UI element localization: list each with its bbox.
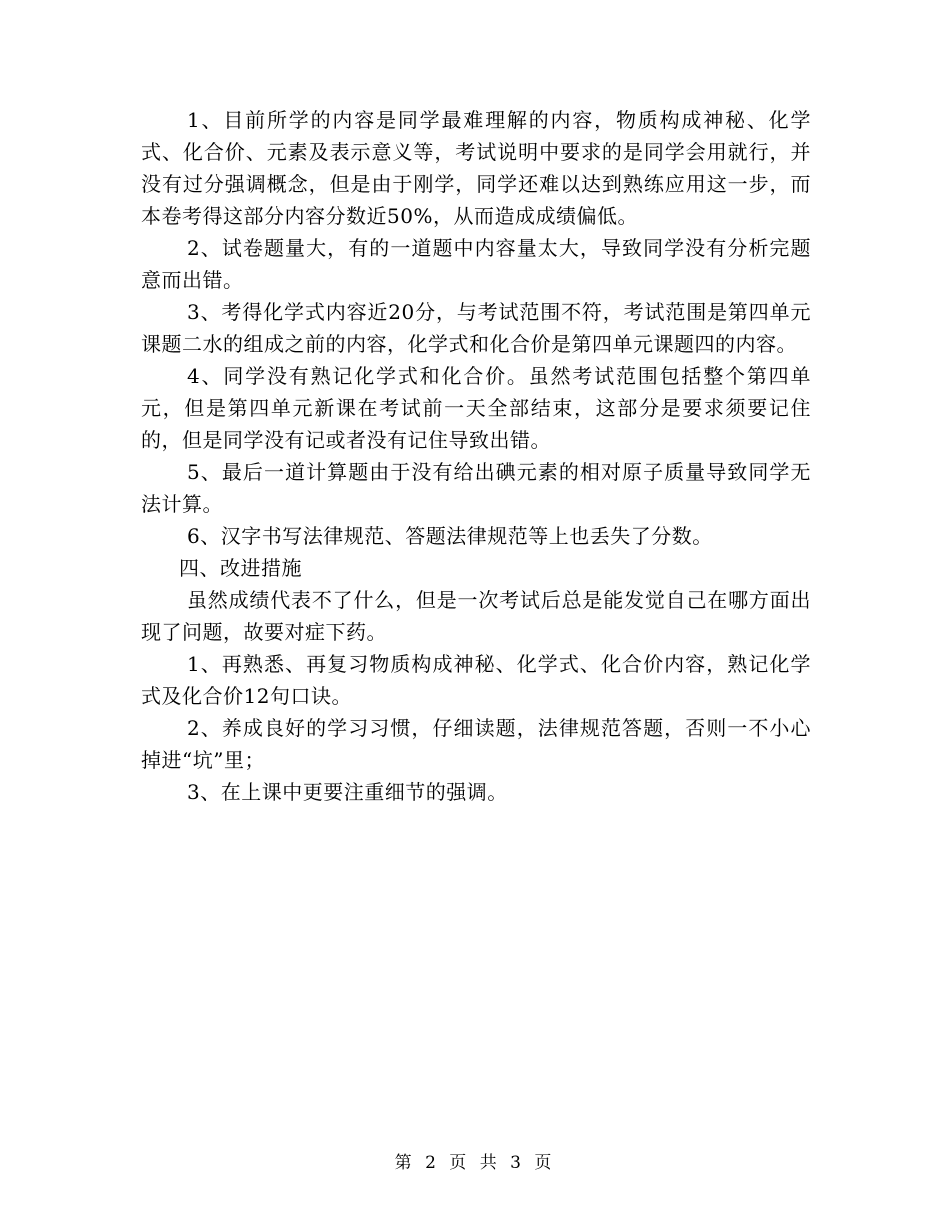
section-heading-improvement: 四、改进措施 [179, 556, 302, 580]
document-body [141, 104, 811, 808]
paragraph-improvement-3: 3、在上课中更要注重细节的强调。 [187, 780, 508, 804]
paragraph-analysis-2: 2、试卷题量大，有的一道题中内容量太大，导致同学没有分析完题意而出错。 [141, 236, 811, 292]
page-number-footer: 第 2 页 共 3 页 [394, 1153, 556, 1173]
paragraph-improvement-1: 1、再熟悉、再复习物质构成神秘、化学式、化合价内容，熟记化学式及化合价12句口诀。 [141, 652, 811, 708]
paragraph-improvement-intro: 虽然成绩代表不了什么，但是一次考试后总是能发觉自己在哪方面出现了问题，故要对症下药。 [141, 588, 811, 644]
paragraph-analysis-6: 6、汉字书写法律规范、答题法律规范等上也丢失了分数。 [187, 524, 713, 548]
paragraph-analysis-5: 5、最后一道计算题由于没有给出碘元素的相对原子质量导致同学无法计算。 [141, 460, 811, 516]
paragraph-analysis-1: 1、目前所学的内容是同学最难理解的内容，物质构成神秘、化学式、化合价、元素及表示意义等，考试说明中要求的是同学会用就行，并没有过分强调概念，但是由于刚学，同学还难以达到熟练应用这一步，而本卷考得这部分内容分数近50%，从而造成成绩偏低。 [141, 108, 811, 228]
paragraph-analysis-4: 4、同学没有熟记化学式和化合价。虽然考试范围包括整个第四单元，但是第四单元新课在考试前一天全部结束，这部分是要求须要记住的，但是同学没有记或者没有记住导致出错。 [141, 364, 811, 452]
paragraph-analysis-3: 3、考得化学式内容近20分，与考试范围不符，考试范围是第四单元课题二水的组成之前的内容，化学式和化合价是第四单元课题四的内容。 [141, 300, 811, 356]
paragraph-improvement-2: 2、养成良好的学习习惯，仔细读题，法律规范答题，否则一不小心掉进“坑”里； [141, 716, 811, 772]
